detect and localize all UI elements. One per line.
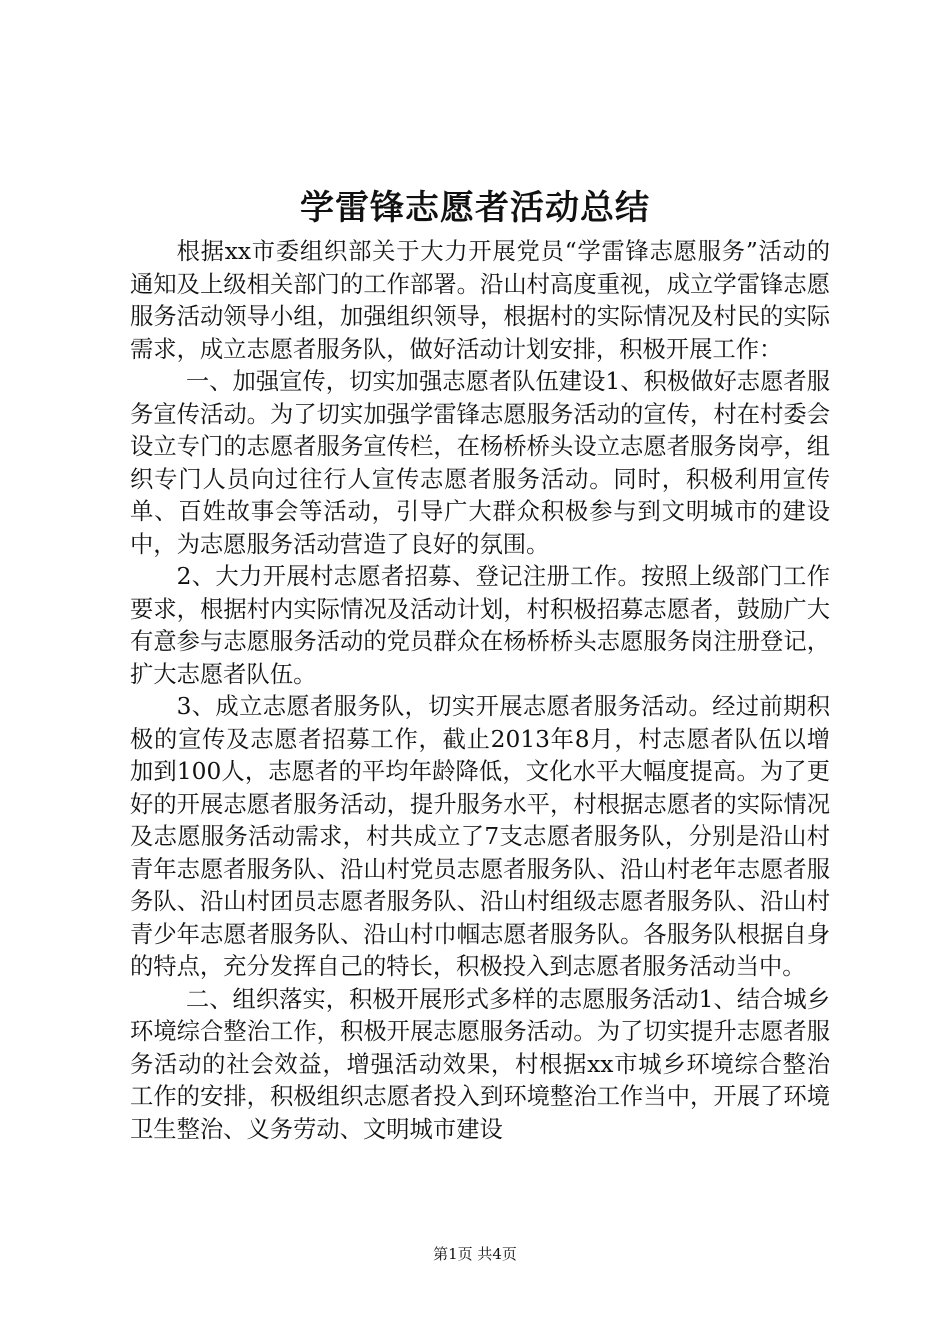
document-body <box>130 236 830 1146</box>
paragraph-section-two: 二、组织落实，积极开展形式多样的志愿服务活动1、结合城乡环境综合整治工作，积极开展志愿服务活动。为了切实提升志愿者服务活动的社会效益，增强活动效果，村根据xx市城乡环境综合整治工作的安排，积极组织志愿者投入到环境整治工作当中，开展了环境卫生整治、义务劳动、文明城市建设 <box>130 985 830 1143</box>
document-title: 学雷锋志愿者活动总结 <box>300 188 650 228</box>
page-number-footer: 第1页 共4页 <box>433 1245 517 1263</box>
paragraph-item-two: 2、大力开展村志愿者招募、登记注册工作。按照上级部门工作要求，根据村内实际情况及活动计划，村积极招募志愿者，鼓励广大有意参与志愿服务活动的党员群众在杨桥桥头志愿服务岗注册登记，扩大志愿者队伍。 <box>130 563 830 688</box>
paragraph-intro: 根据xx市委组织部关于大力开展党员“学雷锋志愿服务”活动的通知及上级相关部门的工作部署。沿山村高度重视，成立学雷锋志愿服务活动领导小组，加强组织领导，根据村的实际情况及村民的实际需求，成立志愿者服务队，做好活动计划安排，积极开展工作： <box>130 238 830 363</box>
paragraph-item-three: 3、成立志愿者服务队，切实开展志愿者服务活动。经过前期积极的宣传及志愿者招募工作，截止2013年8月，村志愿者队伍以增加到100人，志愿者的平均年龄降低，文化水平大幅度提高。为了更好的开展志愿者服务活动，提升服务水平，村根据志愿者的实际情况及志愿服务活动需求，村共成立了7支志愿者服务队，分别是沿山村青年志愿者服务队、沿山村党员志愿者服务队、沿山村老年志愿者服务队、沿山村团员志愿者服务队、沿山村组级志愿者服务队、沿山村青少年志愿者服务队、沿山村巾帼志愿者服务队。各服务队根据自身的特点，充分发挥自己的特长，积极投入到志愿者服务活动当中。 <box>130 693 830 980</box>
paragraph-section-one: 一、加强宣传，切实加强志愿者队伍建设1、积极做好志愿者服务宣传活动。为了切实加强学雷锋志愿服务活动的宣传，村在村委会设立专门的志愿者服务宣传栏，在杨桥桥头设立志愿者服务岗亭，组织专门人员向过往行人宣传志愿者服务活动。同时，积极利用宣传单、百姓故事会等活动，引导广大群众积极参与到文明城市的建设中，为志愿服务活动营造了良好的氛围。 <box>130 368 830 558</box>
